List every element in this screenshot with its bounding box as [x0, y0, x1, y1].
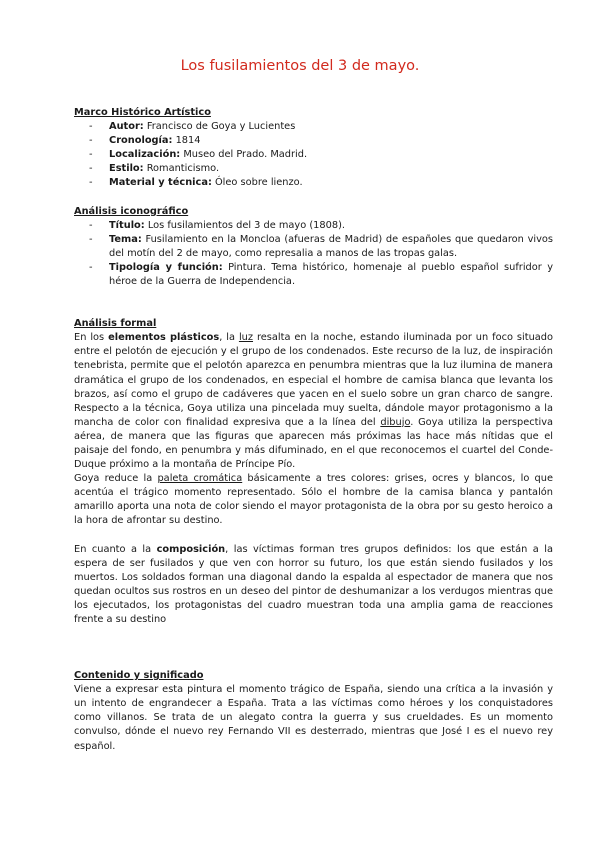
- list-item: [74, 120, 553, 134]
- section-heading: Análisis formal: [74, 318, 157, 330]
- spacer: [74, 529, 553, 543]
- paragraph: [74, 472, 553, 528]
- document-body: [74, 106, 553, 754]
- text-run: Goya reduce la: [74, 473, 158, 485]
- text-run-underlined: luz: [238, 332, 254, 344]
- paragraph: [74, 331, 553, 472]
- item-label: Título:: [109, 219, 145, 231]
- item-label: Tema:: [109, 233, 142, 245]
- item-label: Autor:: [109, 121, 144, 133]
- spacer: [74, 289, 553, 317]
- text-run-bold: composición: [156, 543, 226, 555]
- section-analisis-iconografico: [74, 205, 553, 290]
- text-run: En cuanto a la: [74, 543, 157, 555]
- bullet-list: [74, 120, 553, 190]
- item-label: Tipología y función:: [109, 261, 223, 273]
- section-heading: Análisis iconográfico: [74, 205, 189, 217]
- spacer: [74, 191, 553, 205]
- item-value: Pintura. Tema histórico, homenaje al pueblo español sufridor y héroe de la Guerra de Independencia.: [109, 261, 553, 288]
- list-item: [74, 162, 553, 176]
- text-run: , las víctimas forman tres grupos definidos: los que están a la espera de ser fusilados y que ven con horror su futuro, los que están siendo fusilados y los muertos. Los soldados forman una diagonal dando la espalda al espectador de manera que nos quedan ocultos sus rostros en un deseo del pintor de deshumanizar a los verdugos mientras que los ejecutados, los protagonistas del cuadro muestran toda una amplia gama de reacciones frente a su destino: [74, 543, 553, 625]
- item-value: 1814: [172, 135, 201, 147]
- text-run: básicamente a tres colores: grises, ocres y blancos, lo que acentúa el trágico momento representado. Sólo el hombre de la camisa blanca y pantalón amarillo aporta una nota de color siendo el mayor protagonista de la obra por su gesto heroico a la hora de afrontar su destino.: [74, 473, 553, 527]
- item-label: Estilo:: [109, 163, 144, 175]
- item-value: Fusilamiento en la Moncloa (afueras de Madrid) de españoles que quedaron vivos del motín del 2 de mayo, como represalia a manos de las tropas galas.: [109, 233, 553, 259]
- item-value: Francisco de Goya y Lucientes: [143, 121, 296, 133]
- paragraph: Viene a expresar esta pintura el momento trágico de España, siendo una crítica a la invasión y un intento de engrandecer a España. Trata a las víctimas como héroes y los conquistadores como villanos. Se trata de un alegato contra la guerra y sus crueldades. Es un momento convulso, dónde el nuevo rey Fernando VII es desterrado, mientras que José I es el nuevo rey español.: [74, 684, 553, 752]
- spacer: [74, 627, 553, 669]
- text-run: resalta en la noche, estando iluminada por un foco situado entre el pelotón de ejecución y el grupo de los condenados. Este recurso de la luz, de inspiración tenebrista, permite que el pelotón aparezca en penumbra mientras que la luz ilumina de manera dramática el grupo de los condenados, en especial el hombre de camisa blanca que levanta los brazos, así como el grupo de cadáveres que yacen en el suelo sobre un gran charco de sangre. Respecto a la técnica, Goya utiliza una pincelada muy suelta, dándole mayor protagonismo a la mancha de color con finalidad expresiva que a la línea del: [74, 332, 553, 428]
- section-heading: Marco Histórico Artístico: [74, 107, 211, 118]
- text-run: , la: [219, 332, 239, 344]
- section-analisis-formal: [74, 317, 553, 627]
- bullet-list: [74, 219, 553, 289]
- item-value: Museo del Prado. Madrid.: [180, 149, 308, 161]
- section-marco-historico: [74, 106, 553, 191]
- list-item: [74, 233, 553, 261]
- text-run-underlined: dibujo: [380, 416, 411, 428]
- section-heading: Contenido y significado: [74, 670, 204, 682]
- text-run-underlined: paleta cromática: [157, 473, 243, 485]
- list-item: [74, 261, 553, 289]
- item-value: Romanticismo.: [143, 163, 220, 175]
- item-label: Cronología:: [109, 135, 173, 147]
- document-title: Los fusilamientos del 3 de mayo.: [180, 58, 420, 74]
- paragraph: [74, 543, 553, 628]
- item-label: Material y técnica:: [109, 177, 212, 189]
- item-label: Localización:: [109, 149, 181, 161]
- item-value: Los fusilamientos del 3 de mayo (1808).: [144, 219, 346, 231]
- text-run-bold: elementos plásticos: [108, 332, 220, 344]
- list-item: [74, 148, 553, 162]
- item-value: Óleo sobre lienzo.: [211, 177, 303, 189]
- list-item: [74, 219, 553, 233]
- text-run: . Goya utiliza la perspectiva aérea, de manera que las figuras que aparecen más próximas las hace más nítidas que el paisaje del fondo, en penumbra y más difuminado, en el que reconocemos el cuartel del Conde-Duque próximo a la montaña de Príncipe Pío.: [74, 416, 554, 471]
- section-contenido-significado: [74, 669, 553, 754]
- list-item: [74, 134, 553, 148]
- text-run: En los: [74, 332, 109, 344]
- list-item: [74, 176, 553, 190]
